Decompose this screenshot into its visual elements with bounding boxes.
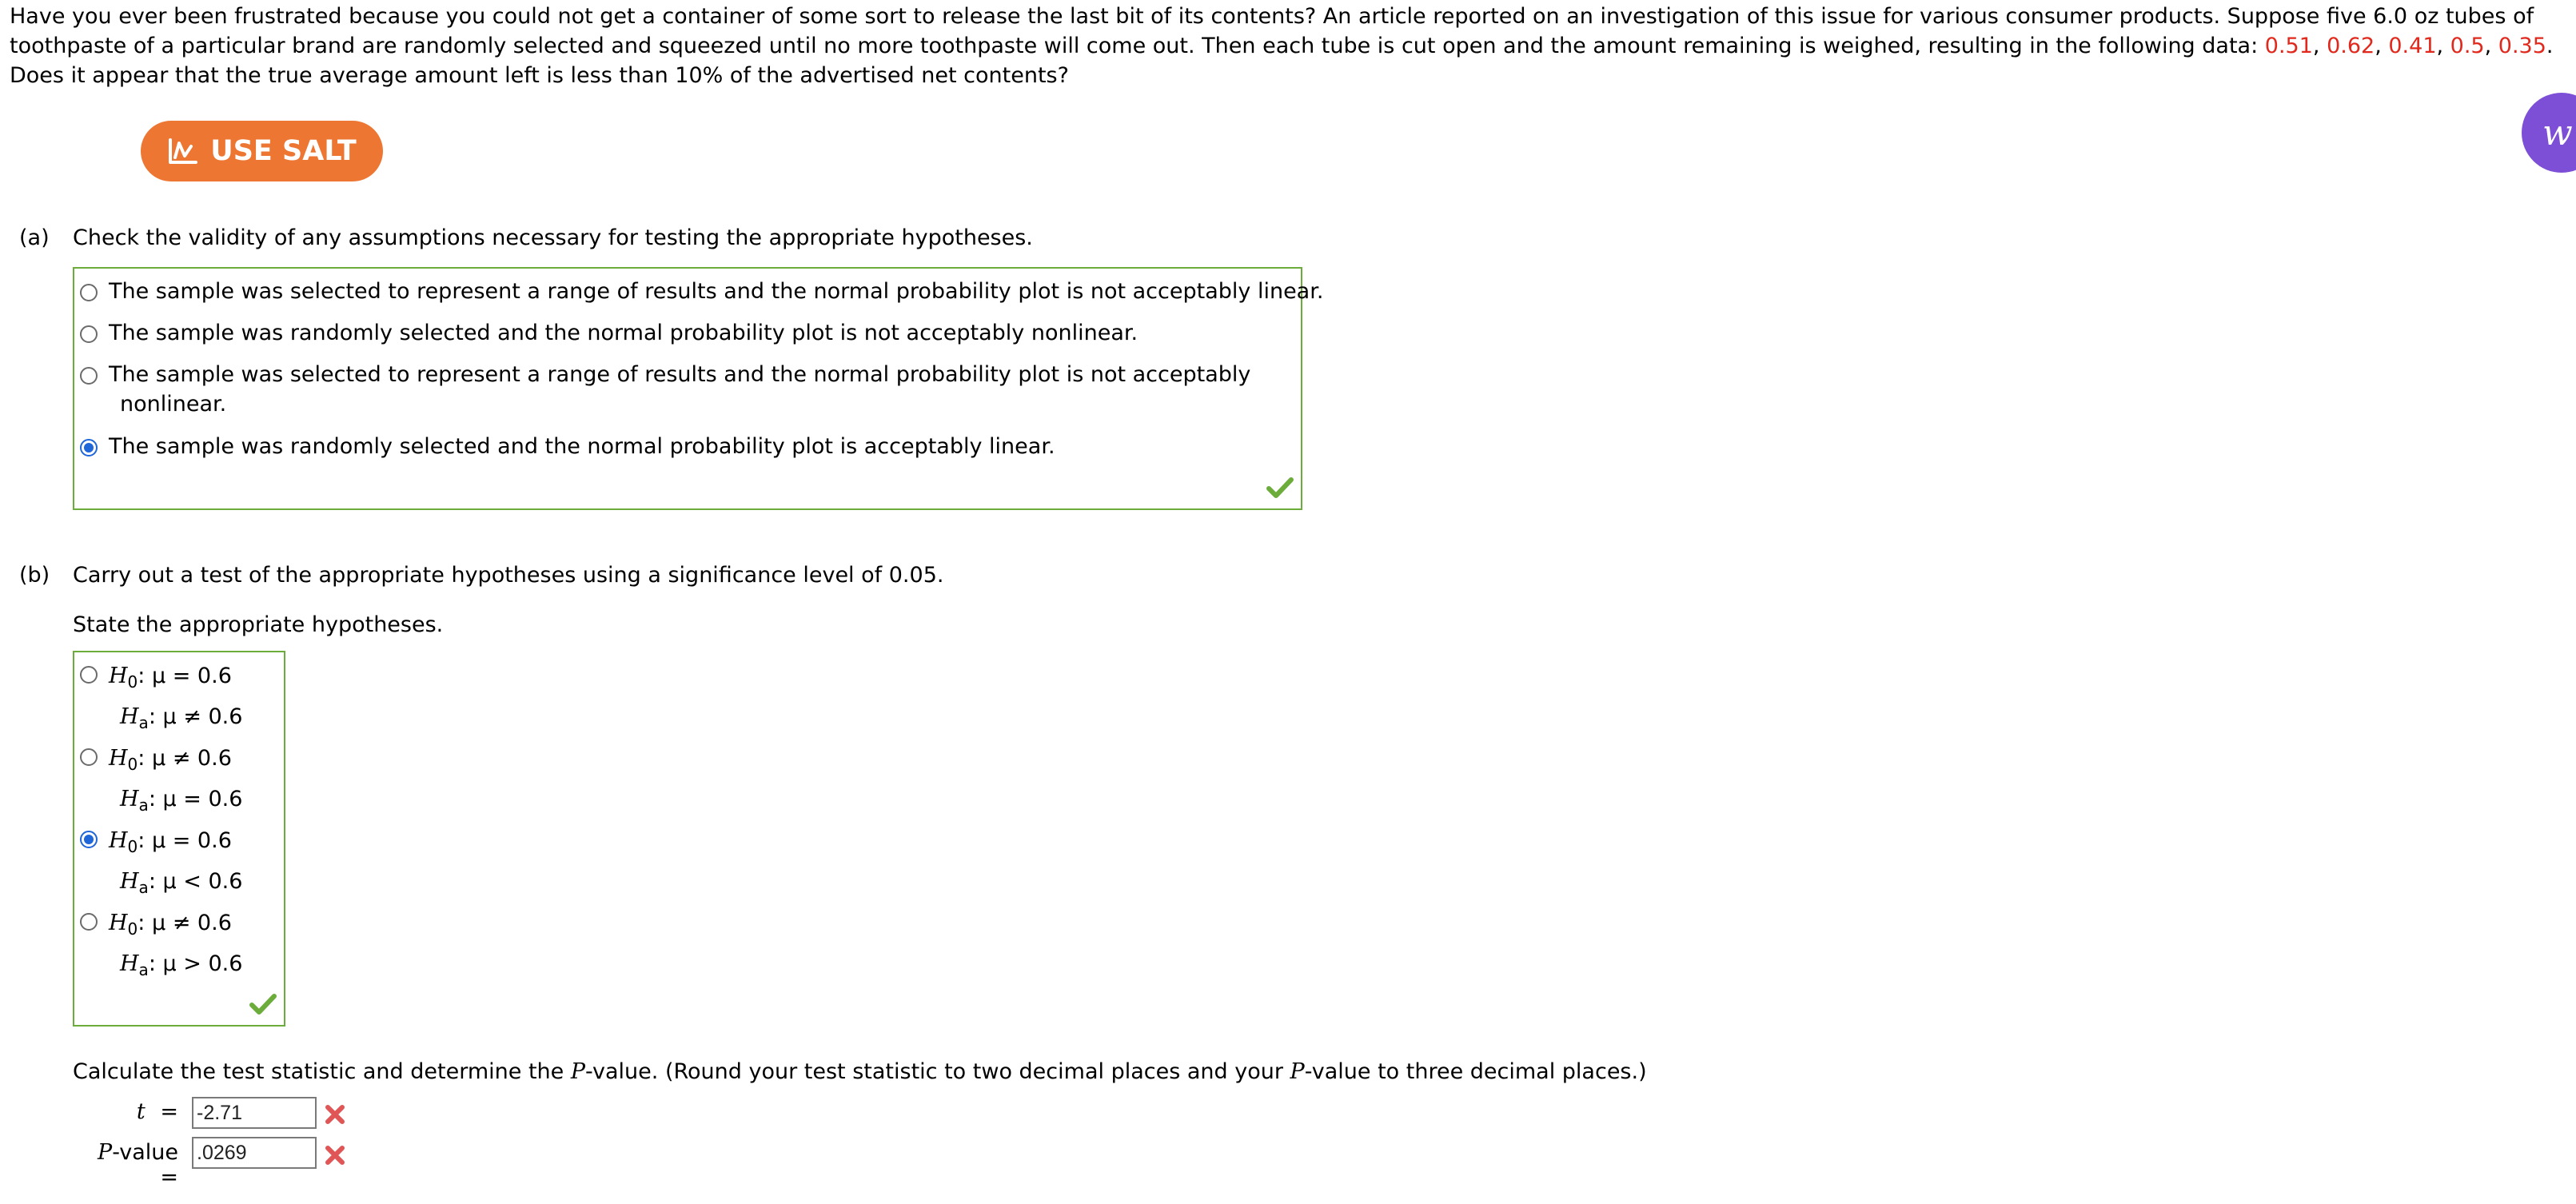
x-icon <box>324 1103 346 1131</box>
hypothesis-option-1[interactable]: $H_0$: μ = 0.6 $H_a$: μ ≠ 0.6 <box>80 659 242 740</box>
check-icon <box>1266 476 1294 504</box>
hypothesis-option-4[interactable]: $H_0$: μ ≠ 0.6 $H_a$: μ > 0.6 <box>80 906 242 987</box>
check-icon <box>249 993 277 1021</box>
p-value-label: P-value = <box>98 1140 178 1190</box>
part-a-question: Check the validity of any assumptions necessary for testing the appropriate hypotheses. <box>73 225 1033 250</box>
data-value: 0.5 <box>2450 34 2485 58</box>
data-value: 0.62 <box>2327 34 2375 58</box>
radio-button[interactable] <box>80 325 98 343</box>
use-salt-button[interactable] <box>141 121 383 181</box>
radio-button[interactable] <box>80 367 98 385</box>
radio-button[interactable] <box>80 666 98 684</box>
part-a-label: (a) <box>19 225 50 250</box>
radio-button-selected[interactable] <box>80 439 98 456</box>
state-hypotheses-prompt: State the appropriate hypotheses. <box>73 612 444 637</box>
calculate-prompt: Calculate the test statistic and determine the P-value. (Round your test statistic to two decimal places and your P-value to three decimal places.) <box>73 1059 1647 1084</box>
part-b-question: Carry out a test of the appropriate hypotheses using a significance level of 0.05. <box>73 563 944 588</box>
logo-icon[interactable]: w <box>2522 93 2576 173</box>
hypothesis-option-2[interactable]: $H_0$: μ ≠ 0.6 $H_a$: μ = 0.6 <box>80 741 242 823</box>
radio-button[interactable] <box>80 284 98 301</box>
part-a-option-1[interactable]: The sample was selected to represent a range of results and the normal probability plot is not acceptably linear. <box>80 277 1323 306</box>
part-a-option-4[interactable]: The sample was randomly selected and the normal probability plot is acceptably linear. <box>80 432 1055 461</box>
t-statistic-input[interactable] <box>192 1097 317 1129</box>
problem-statement: Have you ever been frustrated because you could not get a container of some sort to release the last bit of its contents? An article reported on an investigation of this issue for various consumer products. Suppose five 6.0 oz tubes of toothpaste of a particular brand are randomly selected and squeezed until no more toothpaste will come out. Then each tube is cut open and the amount remaining is weighed, resulting in the following data: 0.51, 0.62, 0.41, 0.5, 0.35. Does it appear that the true average amount left is less than 10% of the advertised net contents? <box>10 4 2554 88</box>
data-value: 0.35 <box>2498 34 2546 58</box>
use-salt-label: USE SALT <box>210 135 357 167</box>
part-a-option-2[interactable]: The sample was randomly selected and the normal probability plot is not acceptably nonlinear. <box>80 318 1138 348</box>
radio-button[interactable] <box>80 913 98 931</box>
x-icon <box>324 1144 346 1172</box>
part-a-option-3[interactable]: The sample was selected to represent a range of results and the normal probability plot is not acceptably nonlinear. <box>80 360 1250 419</box>
radio-button[interactable] <box>80 748 98 766</box>
radio-button-selected[interactable] <box>80 831 98 848</box>
p-value-input[interactable] <box>192 1137 317 1169</box>
part-b-label: (b) <box>19 563 50 588</box>
data-value: 0.51 <box>2264 34 2313 58</box>
t-label: t = <box>136 1099 178 1124</box>
hypothesis-option-3[interactable]: $H_0$: μ = 0.6 $H_a$: μ < 0.6 <box>80 823 242 905</box>
salt-icon <box>167 137 199 165</box>
data-value: 0.41 <box>2388 34 2437 58</box>
